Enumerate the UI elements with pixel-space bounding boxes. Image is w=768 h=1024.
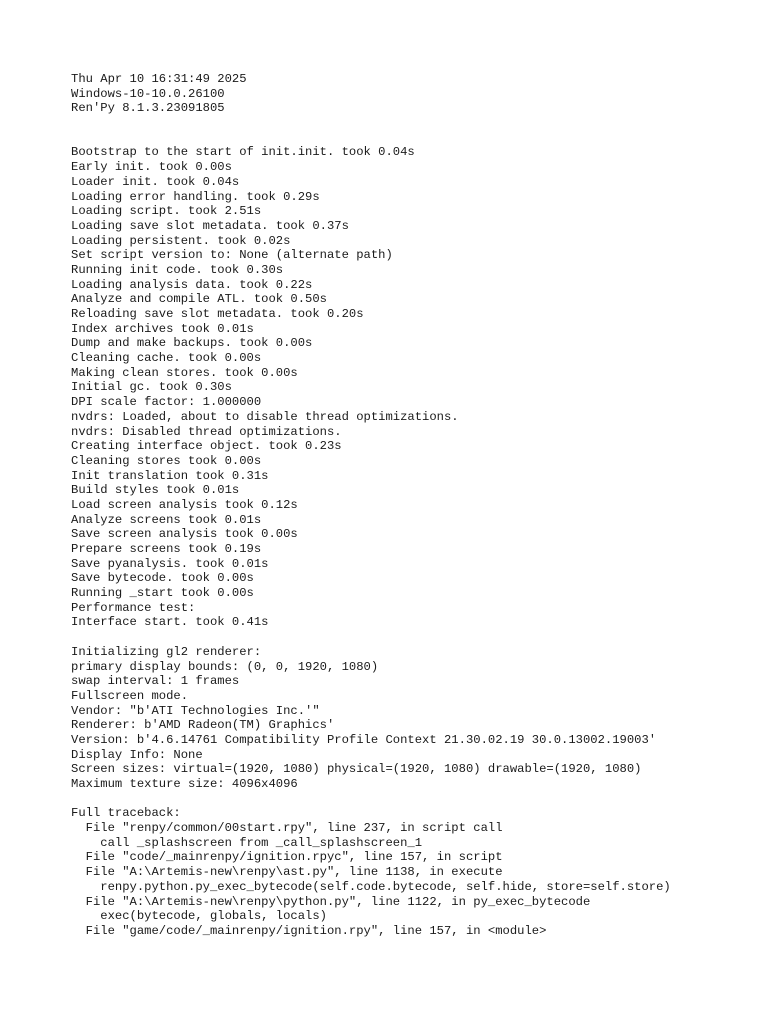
- log-line: Loading save slot metadata. took 0.37s: [71, 218, 349, 233]
- log-line: [71, 116, 671, 131]
- log-line: Display Info: None: [71, 747, 203, 762]
- log-line: [71, 131, 671, 146]
- log-line: swap interval: 1 frames: [71, 674, 240, 689]
- traceback-log: [71, 72, 671, 939]
- log-line: Vendor: "b'ATI Technologies Inc.'": [71, 703, 320, 718]
- log-line: Prepare screens took 0.19s: [71, 542, 262, 556]
- log-line: renpy.python.py_exec_bytecode(self.code.bytecode, self.hide, store=self.store): [71, 879, 671, 894]
- log-line: File "A:\Artemis-new\renpy\ast.py", line 1138, in execute: [71, 865, 503, 880]
- log-line: [71, 630, 671, 645]
- log-line: Loading analysis data. took 0.22s: [71, 277, 313, 292]
- log-line: Renderer: b'AMD Radeon(TM) Graphics': [71, 718, 335, 733]
- log-line: Index archives took 0.01s: [71, 321, 254, 336]
- log-line: Ren'Py 8.1.3.23091805: [71, 101, 225, 116]
- log-line: Screen sizes: virtual=(1920, 1080) physical=(1920, 1080) drawable=(1920, 1080): [71, 762, 642, 777]
- log-line: Analyze and compile ATL. took 0.50s: [71, 292, 327, 307]
- log-line: Load screen analysis took 0.12s: [71, 497, 298, 512]
- log-line: File "game/code/_mainrenpy/ignition.rpy", line 157, in <module>: [71, 923, 547, 938]
- log-line: nvdrs: Disabled thread optimizations.: [71, 424, 342, 439]
- log-line: Running init code. took 0.30s: [71, 262, 284, 277]
- log-line: Reloading save slot metadata. took 0.20s: [71, 307, 364, 321]
- log-line: Save bytecode. took 0.00s: [71, 571, 254, 586]
- log-line: Init translation took 0.31s: [71, 468, 269, 483]
- log-line: [71, 792, 671, 807]
- log-line: Full traceback:: [71, 806, 181, 821]
- log-line: Initializing gl2 renderer:: [71, 644, 262, 659]
- log-line: Fullscreen mode.: [71, 688, 189, 703]
- log-line: exec(bytecode, globals, locals): [71, 909, 327, 924]
- log-line: Save pyanalysis. took 0.01s: [71, 556, 269, 571]
- log-line: Loading persistent. took 0.02s: [71, 233, 291, 248]
- log-line: Creating interface object. took 0.23s: [71, 439, 342, 454]
- log-line: Analyze screens took 0.01s: [71, 512, 262, 527]
- log-line: Initial gc. took 0.30s: [71, 380, 232, 395]
- log-line: Loading script. took 2.51s: [71, 204, 262, 219]
- log-line: Version: b'4.6.14761 Compatibility Profile Context 21.30.02.19 30.0.13002.19003': [71, 732, 657, 747]
- log-line: Loading error handling. took 0.29s: [71, 189, 320, 204]
- log-line: Interface start. took 0.41s: [71, 615, 269, 630]
- log-line: nvdrs: Loaded, about to disable thread optimizations.: [71, 409, 459, 424]
- log-line: Build styles took 0.01s: [71, 483, 240, 498]
- log-line: Bootstrap to the start of init.init. took 0.04s: [71, 145, 415, 160]
- log-line: Performance test:: [71, 600, 196, 615]
- log-line: Dump and make backups. took 0.00s: [71, 336, 313, 351]
- log-line: File "code/_mainrenpy/ignition.rpyc", line 157, in script: [71, 850, 503, 865]
- log-line: Thu Apr 10 16:31:49 2025: [71, 72, 247, 86]
- log-line: DPI scale factor: 1.000000: [71, 395, 262, 410]
- log-line: Loader init. took 0.04s: [71, 174, 240, 189]
- log-line: Maximum texture size: 4096x4096: [71, 777, 298, 791]
- log-line: Cleaning stores took 0.00s: [71, 453, 262, 468]
- log-line: Early init. took 0.00s: [71, 160, 232, 175]
- log-line: primary display bounds: (0, 0, 1920, 1080): [71, 659, 379, 674]
- log-line: File "A:\Artemis-new\renpy\python.py", line 1122, in py_exec_bytecode: [71, 894, 591, 909]
- log-line: Windows-10-10.0.26100: [71, 86, 225, 101]
- log-line: Making clean stores. took 0.00s: [71, 365, 298, 380]
- log-line: Cleaning cache. took 0.00s: [71, 351, 262, 366]
- log-line: Set script version to: None (alternate path): [71, 248, 393, 263]
- log-line: Save screen analysis took 0.00s: [71, 527, 298, 542]
- log-line: File "renpy/common/00start.rpy", line 237, in script call: [71, 821, 503, 836]
- log-line: call _splashscreen from _call_splashscreen_1: [71, 835, 423, 850]
- log-line: Running _start took 0.00s: [71, 586, 254, 601]
